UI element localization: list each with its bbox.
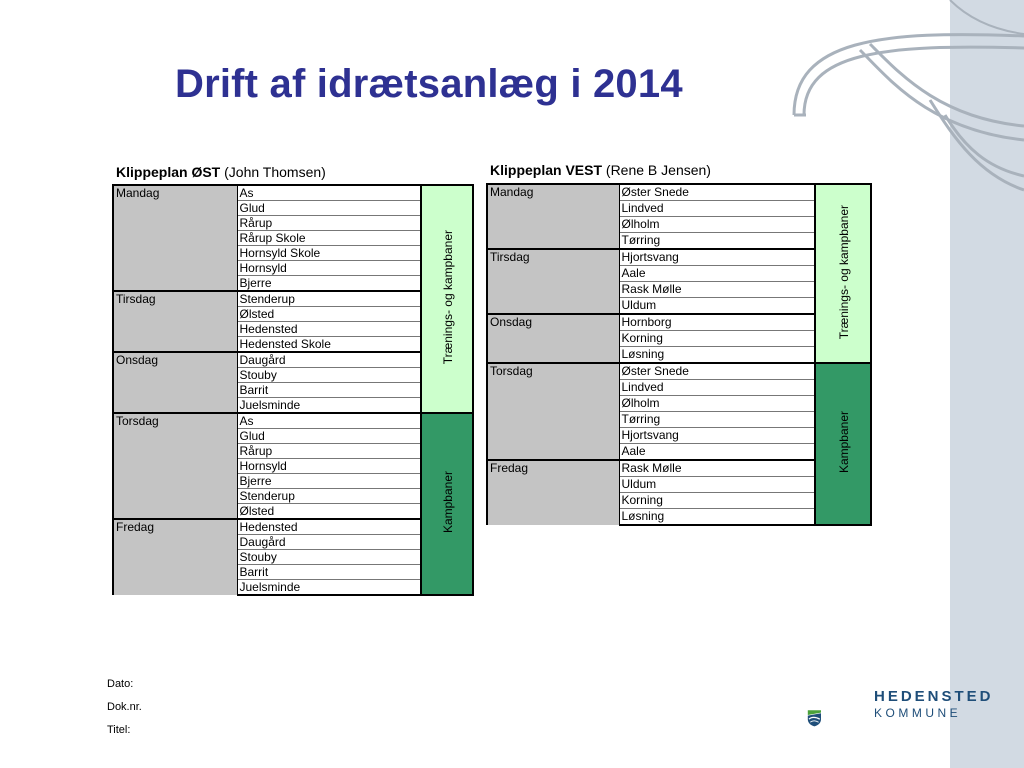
place-cell: Løsning: [619, 509, 815, 526]
place-cell: Hedensted: [237, 322, 421, 337]
place-cell: Hjortsvang: [619, 249, 815, 266]
klippeplan-ost-table: [112, 184, 474, 596]
table-row: [487, 314, 871, 331]
table-row: [487, 363, 871, 380]
place-cell: Uldum: [619, 298, 815, 315]
table-row: [487, 460, 871, 477]
place-cell: Stenderup: [237, 489, 421, 504]
place-cell: Hedensted: [237, 519, 421, 535]
place-cell: As: [237, 185, 421, 201]
table-row: [487, 249, 871, 266]
klippeplan-ost-heading-bold: Klippeplan ØST: [116, 164, 221, 180]
klippeplan-vest-heading-bold: Klippeplan VEST: [490, 162, 603, 178]
place-cell: Rask Mølle: [619, 282, 815, 298]
place-cell: Rårup: [237, 444, 421, 459]
place-cell: Øster Snede: [619, 184, 815, 201]
klippeplan-ost-heading: [116, 164, 326, 180]
logo-wordmark: [874, 688, 994, 720]
place-cell: Juelsminde: [237, 580, 421, 596]
place-cell: Tørring: [619, 233, 815, 250]
place-cell: Øster Snede: [619, 363, 815, 380]
klippeplan-vest-table: [486, 183, 872, 526]
klippeplan-vest-heading: [490, 162, 711, 178]
place-cell: Aale: [619, 444, 815, 461]
place-cell: Ølsted: [237, 504, 421, 520]
band-match-fields: [815, 363, 871, 525]
day-cell: Fredag: [487, 460, 619, 525]
band-label: Kampbaner: [837, 411, 851, 474]
place-cell: Daugård: [237, 352, 421, 368]
place-cell: Rårup: [237, 216, 421, 231]
place-cell: Løsning: [619, 347, 815, 364]
table-row: [487, 184, 871, 201]
band-label: Trænings- og kampbaner: [837, 204, 851, 340]
place-cell: Korning: [619, 493, 815, 509]
place-cell: Lindved: [619, 380, 815, 396]
day-cell: Onsdag: [113, 352, 237, 413]
day-cell: Tirsdag: [487, 249, 619, 314]
place-cell: Juelsminde: [237, 398, 421, 414]
place-cell: Glud: [237, 201, 421, 216]
klippeplan-ost-heading-person: (John Thomsen): [220, 164, 326, 180]
table-row: [113, 413, 473, 429]
place-cell: Hedensted Skole: [237, 337, 421, 353]
place-cell: As: [237, 413, 421, 429]
footer-dato: Dato:: [107, 678, 134, 690]
place-cell: Tørring: [619, 412, 815, 428]
place-cell: Hornsyld: [237, 459, 421, 474]
place-cell: Daugård: [237, 535, 421, 550]
band-training-and-match-fields: [815, 184, 871, 363]
place-cell: Korning: [619, 331, 815, 347]
logo-line-2: KOMMUNE: [874, 706, 962, 720]
place-cell: Hornsyld: [237, 261, 421, 276]
day-cell: Fredag: [113, 519, 237, 595]
place-cell: Glud: [237, 429, 421, 444]
hedensted-kommune-logo-icon: [806, 688, 866, 748]
footer-doknr: Dok.nr.: [107, 701, 142, 713]
place-cell: Barrit: [237, 565, 421, 580]
place-cell: Stenderup: [237, 291, 421, 307]
place-cell: Rask Mølle: [619, 460, 815, 477]
table-row: [113, 185, 473, 201]
day-cell: Mandag: [113, 185, 237, 291]
footer-titel: Titel:: [107, 724, 131, 736]
place-cell: Bjerre: [237, 276, 421, 292]
place-cell: Stouby: [237, 550, 421, 565]
band-label: Kampbaner: [441, 471, 455, 534]
band-training-and-match-fields: [421, 185, 473, 413]
place-cell: Stouby: [237, 368, 421, 383]
place-cell: Ølholm: [619, 396, 815, 412]
day-cell: Onsdag: [487, 314, 619, 363]
place-cell: Ølsted: [237, 307, 421, 322]
place-cell: Hornborg: [619, 314, 815, 331]
day-cell: Torsdag: [487, 363, 619, 460]
place-cell: Uldum: [619, 477, 815, 493]
day-cell: Torsdag: [113, 413, 237, 519]
day-cell: Tirsdag: [113, 291, 237, 352]
place-cell: Bjerre: [237, 474, 421, 489]
place-cell: Hjortsvang: [619, 428, 815, 444]
table-row: [113, 352, 473, 368]
band-match-fields: [421, 413, 473, 595]
place-cell: Lindved: [619, 201, 815, 217]
table-row: [113, 291, 473, 307]
logo-line-1: HEDENSTED: [874, 688, 994, 705]
place-cell: Aale: [619, 266, 815, 282]
place-cell: Rårup Skole: [237, 231, 421, 246]
band-label: Trænings- og kampbaner: [441, 230, 455, 365]
place-cell: Ølholm: [619, 217, 815, 233]
place-cell: Barrit: [237, 383, 421, 398]
table-row: [113, 519, 473, 535]
klippeplan-vest-heading-person: (Rene B Jensen): [602, 162, 711, 178]
page-title: Drift af idrætsanlæg i 2014: [175, 62, 683, 106]
day-cell: Mandag: [487, 184, 619, 249]
place-cell: Hornsyld Skole: [237, 246, 421, 261]
